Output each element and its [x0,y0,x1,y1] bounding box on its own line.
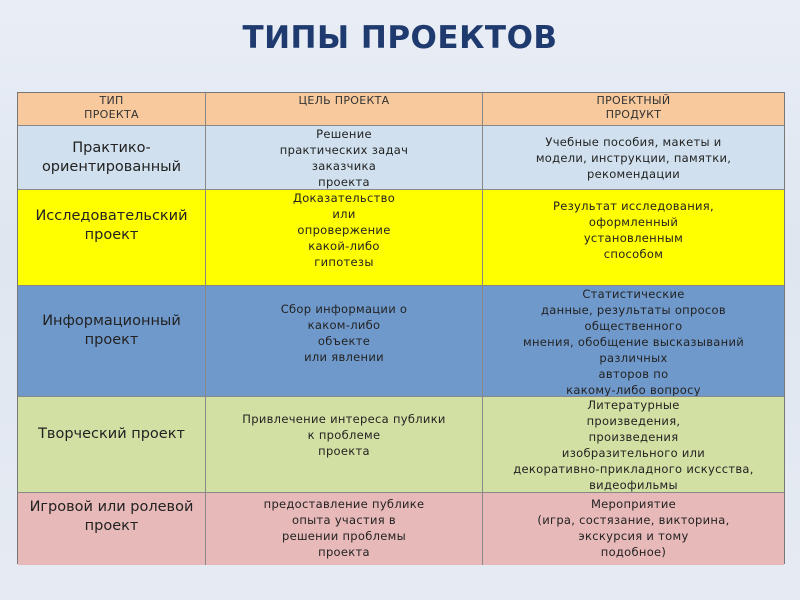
project-product [483,286,784,396]
cell-text-line: оформленный [588,215,679,229]
project-goal [206,126,483,189]
cell-text-line: ПРОЕКТНЫЙ [596,94,671,107]
cell-text-line: какой-либо [308,239,380,253]
table-header-row [18,93,784,126]
cell-text-line: предоставление публике [263,497,425,511]
cell-text-line: ПРОЕКТА [84,108,139,121]
cell-text-line: Исследовательский [35,208,188,224]
table-row [18,126,784,190]
cell-text-line: Игровой или ролевой [29,499,194,515]
project-type [18,126,206,189]
cell-text-line: ТИП [99,94,124,107]
cell-text-line: способом [603,247,664,261]
page-title: ТИПЫ ПРОЕКТОВ [242,20,558,56]
cell-text-line: ЦЕЛЬ ПРОЕКТА [298,94,390,107]
cell-text-line: заказчика [311,159,377,173]
cell-text-line: проект [84,227,139,243]
cell-text-line: рекомендации [587,167,680,181]
cell-text-line: объекте [317,334,371,348]
cell-text-line: экскурсия и тому [578,529,689,543]
cell-text-line: решении проблемы [281,529,407,543]
cell-text-line: проекта [318,175,370,189]
cell-text-line: ПРОДУКТ [605,108,662,121]
header-type [18,93,206,125]
project-product [483,190,784,285]
cell-text-line: изобразительного или [561,446,706,460]
cell-text-line: ориентированный [41,159,182,175]
cell-text-line: установленным [583,231,684,245]
table-row [18,286,784,397]
project-types-table [17,92,785,564]
cell-text-line: какому-либо вопросу [566,383,701,396]
cell-text-line: опровержение [297,223,391,237]
cell-text-line: проект [84,332,139,348]
project-goal [206,493,483,565]
cell-text-line: Сбор информации о [280,302,408,316]
project-product [483,126,784,189]
cell-text-line: или явлении [304,350,384,364]
cell-text-line: различных [599,351,668,365]
project-goal [206,286,483,396]
cell-text-line: Мероприятие [590,497,677,511]
cell-text-line: Доказательство [292,191,396,205]
cell-text-line: или [332,207,356,221]
table-row [18,397,784,493]
cell-text-line: (игра, состязание, викторина, [537,513,730,527]
cell-text-line: авторов по [598,367,669,381]
cell-text-line: проекта [318,545,370,559]
cell-text-line: данные, результаты опросов [541,303,726,317]
cell-text-line: проект [84,518,139,534]
project-goal [206,190,483,285]
cell-text-line: Привлечение интереса публики [242,412,446,426]
cell-text-line: модели, инструкции, памятки, [535,151,732,165]
cell-text-line: Учебные пособия, макеты и [545,135,722,149]
project-type [18,190,206,285]
cell-text-line: практических задач [279,143,409,157]
cell-text-line: Литературные [587,398,680,412]
cell-text-line: каком-либо [307,318,381,332]
cell-text-line: произведения, [586,414,681,428]
cell-text-line: гипотезы [314,255,374,269]
cell-text-line: декоративно-прикладного искусства, [513,462,754,476]
header-product [483,93,784,125]
cell-text-line: Информационный [42,313,181,329]
project-type [18,286,206,396]
project-goal [206,397,483,492]
cell-text-line: Творческий проект [38,426,185,442]
project-product [483,397,784,492]
cell-text-line: опыта участия в [291,513,397,527]
cell-text-line: Результат исследования, [553,199,714,213]
cell-text-line: к проблеме [307,428,381,442]
project-product [483,493,784,565]
cell-text-line: Практико- [72,140,151,156]
project-type [18,397,206,492]
cell-text-line: мнения, обобщение высказываний [522,335,745,349]
cell-text-line: произведения [588,430,679,444]
cell-text-line: Статистические [582,287,685,301]
table-row [18,190,784,286]
project-type [18,493,206,565]
cell-text-line: Решение [316,127,372,141]
cell-text-line: видеофильмы [589,478,678,492]
cell-text-line: подобное) [600,545,667,559]
cell-text-line: проекта [318,444,370,458]
header-goal [206,93,483,125]
cell-text-line: общественного [584,319,683,333]
table-row [18,493,784,565]
